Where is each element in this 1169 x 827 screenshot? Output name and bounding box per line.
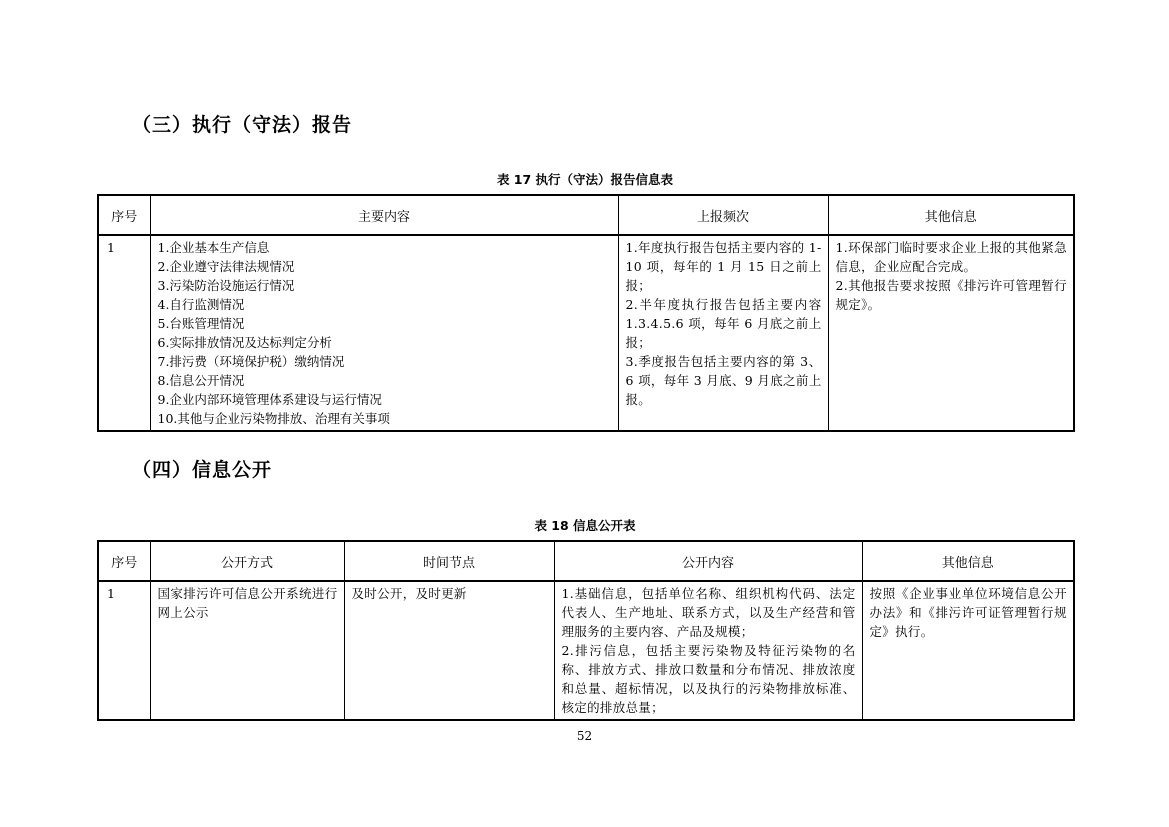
column-header-content: 公开内容 [554,541,862,581]
frequency-item: 3.季度报告包括主要内容的第 3、6 项，每年 3 月底、9 月底之前上报。 [625,354,822,407]
section-heading-info-disclosure: （四）信息公开 [132,459,273,481]
list-item: 1.企业基本生产信息 [157,240,270,255]
frequency-item: 1.年度执行报告包括主要内容的 1-10 项，每年的 1 月 15 日之前上报； [625,240,822,293]
table-header-row [98,541,1074,581]
column-header-other-info: 其他信息 [862,541,1074,581]
list-item: 7.排污费（环境保护税）缴纳情况 [157,354,345,369]
column-header-frequency: 上报频次 [618,195,828,235]
list-item: 9.企业内部环境管理体系建设与运行情况 [157,392,382,407]
other-info-text: 按照《企业事业单位环境信息公开办法》和《排污许可证管理暂行规定》执行。 [869,586,1067,639]
table-enforcement-report [97,194,1075,432]
column-header-main-content: 主要内容 [150,195,618,235]
other-info-cell [828,235,1074,431]
list-item: 8.信息公开情况 [157,373,245,388]
list-item: 4.自行监测情况 [157,297,245,312]
column-header-seq: 序号 [98,541,150,581]
main-content-cell [150,235,618,431]
section-heading-enforcement-report: （三）执行（守法）报告 [132,114,353,136]
page-number: 52 [576,729,593,743]
column-header-timing: 时间节点 [344,541,554,581]
table-row [98,235,1074,431]
method-text: 国家排污许可信息公开系统进行网上公示 [157,586,338,620]
column-header-other-info: 其他信息 [828,195,1074,235]
table-18-caption: 表 18 信息公开表 [534,518,636,533]
row-seq: 1 [98,581,150,720]
frequency-cell [618,235,828,431]
other-info-item: 2.其他报告要求按照《排污许可管理暂行规定》。 [835,278,1067,312]
content-item: 1.基础信息，包括单位名称、组织机构代码、法定代表人、生产地址、联系方式，以及生产经营和管理服务的主要内容、产品及规模； [561,586,856,639]
list-item: 10.其他与企业污染物排放、治理有关事项 [157,411,390,426]
table-17-caption: 表 17 执行（守法）报告信息表 [496,172,674,187]
list-item: 2.企业遵守法律法规情况 [157,259,295,274]
other-info-cell [862,581,1074,720]
column-header-seq: 序号 [98,195,150,235]
method-cell [150,581,344,720]
content-item: 2.排污信息，包括主要污染物及特征污染物的名称、排放方式、排放口数量和分布情况、排放浓度和总量、超标情况，以及执行的污染物排放标准、核定的排放总量； [561,643,856,715]
list-item: 3.污染防治设施运行情况 [157,278,295,293]
frequency-item: 2.半年度执行报告包括主要内容 1.3.4.5.6 项，每年 6 月底之前上报； [625,297,822,350]
timing-text: 及时公开，及时更新 [351,586,467,601]
content-cell [554,581,862,720]
table-info-disclosure [97,540,1075,721]
list-item: 6.实际排放情况及达标判定分析 [157,335,332,350]
row-seq: 1 [98,235,150,431]
timing-cell [344,581,554,720]
list-item: 5.台账管理情况 [157,316,245,331]
column-header-method: 公开方式 [150,541,344,581]
other-info-item: 1.环保部门临时要求企业上报的其他紧急信息，企业应配合完成。 [835,240,1067,274]
table-header-row [98,195,1074,235]
table-row [98,581,1074,720]
